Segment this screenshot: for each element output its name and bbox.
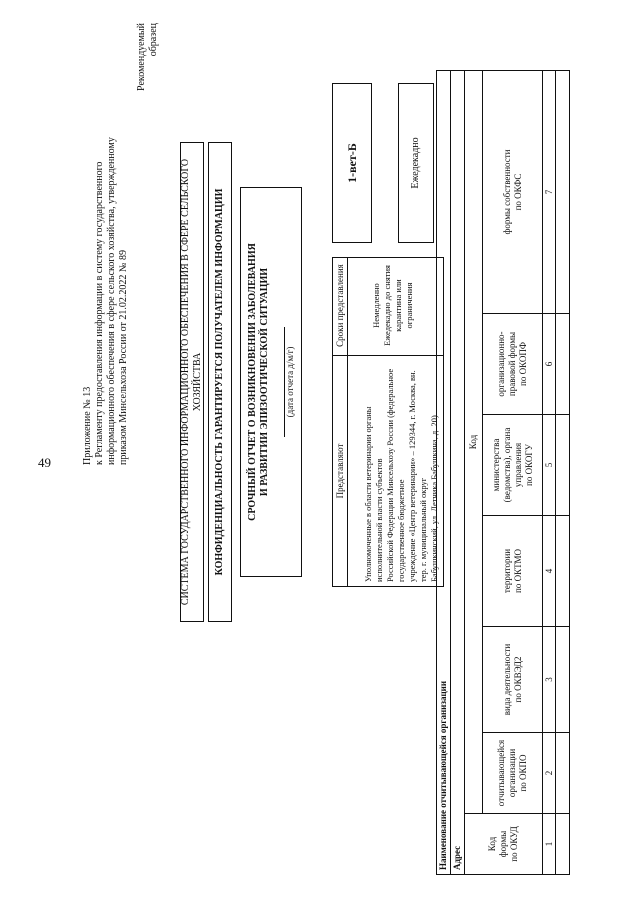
codes-value-5[interactable] (556, 415, 570, 516)
submit-who-header: Представляют (334, 443, 345, 499)
submit-who-line-4: Бабушкинский, ул. Летчика Бабушкина, д. 20) (429, 415, 439, 582)
appendix-line-2: к Регламенту предоставления информации в систему государственного (94, 161, 105, 465)
submit-table-column-line (333, 355, 443, 356)
submit-table (332, 257, 444, 587)
codes-col-2-header: отчитывающейся организации по ОКПО (483, 733, 543, 814)
codes-number-row (543, 71, 556, 875)
report-title-line-1: СРОЧНЫЙ ОТЧЕТ О ВОЗНИКНОВЕНИИ ЗАБОЛЕВАНИЯ (247, 243, 258, 521)
frequency-box (398, 83, 434, 243)
codes-value-6[interactable] (556, 314, 570, 415)
submit-when-line-3: ограничения (404, 282, 414, 329)
submit-table-header-line (347, 258, 348, 586)
org-name-label: Наименование отчитывающейся организации (438, 680, 448, 870)
form-code: 1-вет-Б (344, 143, 359, 183)
form-code-box (332, 83, 372, 243)
submit-when-header: Сроки представления (334, 264, 345, 347)
codes-number-2: 2 (543, 733, 556, 814)
frequency: Ежедекадно (410, 137, 421, 189)
codes-number-1: 1 (543, 814, 556, 875)
appendix-block (82, 95, 130, 465)
codes-header-code: Код (465, 71, 483, 814)
report-title-box (240, 187, 302, 577)
confidentiality-box (208, 142, 232, 622)
codes-value-row (556, 71, 570, 875)
org-name-row (436, 70, 451, 875)
recommended-line-1: Рекомендуемый (136, 23, 147, 91)
codes-value-3[interactable] (556, 627, 570, 733)
codes-number-3: 3 (543, 627, 556, 733)
codes-table (464, 70, 570, 875)
appendix-line-3: информационного обеспечения в сфере сельского хозяйства, утвержденному (106, 137, 117, 465)
codes-number-7: 7 (543, 71, 556, 314)
confidentiality-text: КОНФИДЕНЦИАЛЬНОСТЬ ГАРАНТИРУЕТСЯ ПОЛУЧАТЕЛЕМ ИНФОРМАЦИИ (214, 188, 225, 576)
submit-when-line-2: Ежедекадно до снятия карантина или (382, 265, 403, 346)
submit-who-line-1: Уполномоченные в области ветеринарии органы исполнительной власти субъектов (363, 406, 384, 582)
codes-value-4[interactable] (556, 516, 570, 627)
codes-value-7[interactable] (556, 71, 570, 314)
address-label: Адрес (452, 845, 462, 870)
codes-value-1[interactable] (556, 814, 570, 875)
appendix-line-1: Приложение № 13 (82, 386, 93, 465)
address-row (450, 70, 465, 875)
submit-who-line-2: Российской Федерации Минсельхозу России (федеральное государственное бюджетное (385, 368, 406, 582)
codes-col-6-header: организационно- правовой формы по ОКОПФ (483, 314, 543, 415)
recommended-block (136, 23, 160, 123)
page-number: 49 (38, 455, 51, 470)
report-title-line-2: И РАЗВИТИИ ЭПИЗООТИЧЕСКОЙ СИТУАЦИИ (259, 267, 270, 497)
report-date-label: (дата отчета д/м/г) (285, 346, 295, 418)
appendix-line-4: приказом Минсельхоза России от 21.02.2022 № 89 (118, 250, 129, 465)
codes-col-7-header: формы собственности по ОКФС (483, 71, 543, 314)
codes-number-5: 5 (543, 415, 556, 516)
codes-number-6: 6 (543, 314, 556, 415)
codes-header-row (465, 71, 483, 875)
system-title: СИСТЕМА ГОСУДАРСТВЕННОГО ИНФОРМАЦИОННОГО ОБЕСПЕЧЕНИЯ В СФЕРЕ СЕЛЬСКОГО ХОЗЯЙСТВА (180, 158, 203, 606)
codes-value-2[interactable] (556, 733, 570, 814)
submit-who-text (363, 358, 440, 582)
codes-number-4: 4 (543, 516, 556, 627)
submit-who-line-3: учреждение «Центр ветеринарии» – 129344, г. Москва, вн. тер. г. муниципальный округ (407, 370, 428, 582)
codes-col-5-header: министерства (ведомства), органа управления по ОКОГУ (483, 415, 543, 516)
system-title-box (180, 142, 204, 622)
codes-col-3-header: вида деятельности по ОКВЭД2 (483, 627, 543, 733)
submit-when-text (371, 257, 415, 354)
codes-subheader-row (483, 71, 543, 875)
submit-when-line-1: Немедленно (371, 283, 381, 328)
codes-col-1-header: Код формы по ОКУД (465, 814, 543, 875)
recommended-line-2: образец (148, 23, 159, 57)
codes-col-4-header: территории по ОКТМО (483, 516, 543, 627)
